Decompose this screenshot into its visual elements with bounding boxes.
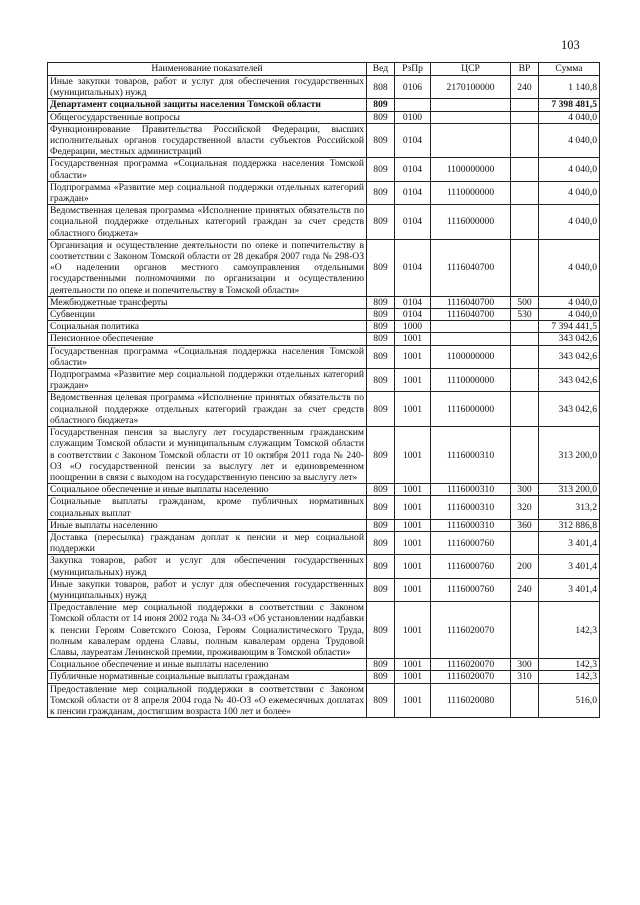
cell-vr: 300 [511, 484, 539, 496]
cell-ved: 809 [367, 683, 395, 718]
cell-vr: 310 [511, 671, 539, 683]
cell-ved: 809 [367, 427, 395, 484]
cell-ved: 809 [367, 181, 395, 204]
cell-name: Департамент социальной защиты населения Томской области [48, 99, 367, 111]
cell-csr: 1110000000 [431, 369, 511, 392]
cell-sum: 312 886,8 [539, 519, 600, 531]
cell-ved: 808 [367, 76, 395, 99]
cell-rzpr: 1001 [395, 602, 431, 659]
table-row [48, 205, 600, 240]
cell-csr: 1116040700 [431, 309, 511, 321]
cell-rzpr: 1001 [395, 671, 431, 683]
cell-name: Пенсионное обеспечение [48, 333, 367, 345]
cell-vr [511, 321, 539, 333]
cell-vr [511, 239, 539, 296]
cell-rzpr: 1001 [395, 519, 431, 531]
table-row [48, 578, 600, 601]
cell-rzpr: 0104 [395, 205, 431, 240]
cell-sum: 516,0 [539, 683, 600, 718]
cell-sum: 343 042,6 [539, 369, 600, 392]
cell-rzpr: 0104 [395, 123, 431, 158]
cell-vr [511, 333, 539, 345]
cell-vr: 200 [511, 555, 539, 578]
cell-name: Иные выплаты населению [48, 519, 367, 531]
cell-ved: 809 [367, 484, 395, 496]
table-row [48, 333, 600, 345]
cell-csr: 1116000000 [431, 205, 511, 240]
cell-vr [511, 99, 539, 111]
cell-name: Межбюджетные трансферты [48, 296, 367, 308]
cell-ved: 809 [367, 123, 395, 158]
cell-sum: 4 040,0 [539, 296, 600, 308]
cell-vr [511, 181, 539, 204]
cell-ved: 809 [367, 519, 395, 531]
cell-vr: 360 [511, 519, 539, 531]
table-row [48, 602, 600, 659]
cell-csr: 1116000310 [431, 427, 511, 484]
cell-csr [431, 111, 511, 123]
table-row [48, 392, 600, 427]
cell-csr: 1116000760 [431, 555, 511, 578]
cell-name: Иные закупки товаров, работ и услуг для обеспечения государственных (муниципальных) нужд [48, 578, 367, 601]
cell-name: Доставка (пересылка) гражданам доплат к пенсии и мер социальной поддержки [48, 531, 367, 554]
cell-rzpr: 1001 [395, 496, 431, 519]
cell-name: Закупка товаров, работ и услуг для обеспечения государственных (муниципальных) нужд [48, 555, 367, 578]
cell-rzpr: 1001 [395, 369, 431, 392]
page-number: 103 [561, 38, 580, 52]
cell-sum: 1 140,8 [539, 76, 600, 99]
cell-rzpr: 0100 [395, 111, 431, 123]
cell-vr [511, 369, 539, 392]
cell-csr: 1110000000 [431, 181, 511, 204]
table-row [48, 123, 600, 158]
cell-rzpr: 0104 [395, 181, 431, 204]
cell-csr: 1116040700 [431, 296, 511, 308]
table-row [48, 296, 600, 308]
cell-csr: 1116020070 [431, 659, 511, 671]
cell-sum: 3 401,4 [539, 555, 600, 578]
cell-rzpr: 0104 [395, 296, 431, 308]
table-row [48, 76, 600, 99]
cell-csr [431, 99, 511, 111]
table-row [48, 111, 600, 123]
cell-csr: 1116000000 [431, 392, 511, 427]
table-row [48, 427, 600, 484]
cell-name: Государственная программа «Социальная поддержка населения Томской области» [48, 345, 367, 368]
cell-vr [511, 392, 539, 427]
cell-sum: 142,3 [539, 671, 600, 683]
cell-name: Ведомственная целевая программа «Исполнение принятых обязательств по социальной поддержке отдельных категорий граждан за счет средств областного бюджета» [48, 392, 367, 427]
cell-csr: 1116000310 [431, 519, 511, 531]
cell-csr: 1116020080 [431, 683, 511, 718]
cell-csr: 1116000310 [431, 496, 511, 519]
cell-rzpr: 1001 [395, 333, 431, 345]
table-row [48, 99, 600, 111]
header-rzpr: РзПр [395, 63, 431, 76]
cell-sum: 3 401,4 [539, 578, 600, 601]
cell-rzpr: 0104 [395, 309, 431, 321]
cell-sum: 142,3 [539, 602, 600, 659]
cell-name: Социальная политика [48, 321, 367, 333]
cell-ved: 809 [367, 321, 395, 333]
cell-ved: 809 [367, 578, 395, 601]
cell-vr: 500 [511, 296, 539, 308]
table-row [48, 671, 600, 683]
cell-ved: 809 [367, 659, 395, 671]
table-row [48, 555, 600, 578]
cell-sum: 7 394 441,5 [539, 321, 600, 333]
table-row [48, 369, 600, 392]
cell-sum: 4 040,0 [539, 205, 600, 240]
cell-vr: 300 [511, 659, 539, 671]
cell-vr: 240 [511, 76, 539, 99]
cell-vr [511, 602, 539, 659]
cell-sum: 343 042,6 [539, 345, 600, 368]
table-row [48, 531, 600, 554]
cell-csr [431, 321, 511, 333]
cell-name: Организация и осуществление деятельности по опеке и попечительству в соответствии с Законом Томской области от 28 декабря 2007 года № 298-ОЗ «О наделении органов местного самоуправления отдельными государственными полномочиями по организации и осуществлению деятельности по опеке и попечительству в Томской области» [48, 239, 367, 296]
cell-sum: 343 042,6 [539, 392, 600, 427]
cell-name: Государственная программа «Социальная поддержка населения Томской области» [48, 158, 367, 181]
cell-name: Иные закупки товаров, работ и услуг для обеспечения государственных (муниципальных) нужд [48, 76, 367, 99]
cell-vr: 240 [511, 578, 539, 601]
cell-csr: 1116000310 [431, 484, 511, 496]
budget-table [47, 62, 600, 718]
cell-vr: 530 [511, 309, 539, 321]
cell-vr [511, 123, 539, 158]
cell-sum: 4 040,0 [539, 181, 600, 204]
cell-rzpr: 1001 [395, 392, 431, 427]
cell-name: Публичные нормативные социальные выплаты гражданам [48, 671, 367, 683]
cell-ved: 809 [367, 296, 395, 308]
cell-rzpr: 1000 [395, 321, 431, 333]
cell-ved: 809 [367, 369, 395, 392]
cell-name: Социальные выплаты гражданам, кроме публичных нормативных социальных выплат [48, 496, 367, 519]
table-row [48, 496, 600, 519]
cell-ved: 809 [367, 496, 395, 519]
cell-vr [511, 427, 539, 484]
cell-vr [511, 345, 539, 368]
cell-csr: 1116020070 [431, 602, 511, 659]
header-name: Наименование показателей [48, 63, 367, 76]
cell-rzpr: 1001 [395, 555, 431, 578]
cell-name: Предоставление мер социальной поддержки в соответствии с Законом Томской области от 14 июня 2002 года № 34-ОЗ «Об установлении надбавки к пенсии Героям Советского Союза, Героям Социалистического Труда, полным кавалерам ордена Славы, полным кавалерам ордена Трудовой Славы, лауреатам Ленинской премии, проживающим в Томской области» [48, 602, 367, 659]
cell-ved: 809 [367, 99, 395, 111]
cell-ved: 809 [367, 531, 395, 554]
cell-ved: 809 [367, 111, 395, 123]
cell-ved: 809 [367, 333, 395, 345]
table-row [48, 309, 600, 321]
cell-ved: 809 [367, 205, 395, 240]
header-csr: ЦСР [431, 63, 511, 76]
cell-name: Субвенции [48, 309, 367, 321]
header-sum: Сумма [539, 63, 600, 76]
cell-rzpr: 1001 [395, 659, 431, 671]
cell-csr: 1100000000 [431, 345, 511, 368]
cell-rzpr: 0106 [395, 76, 431, 99]
table-row [48, 181, 600, 204]
table-row [48, 239, 600, 296]
cell-csr: 1100000000 [431, 158, 511, 181]
cell-sum: 313 200,0 [539, 427, 600, 484]
cell-sum: 4 040,0 [539, 123, 600, 158]
cell-csr: 1116000760 [431, 531, 511, 554]
table-header-row [48, 63, 600, 76]
cell-vr: 320 [511, 496, 539, 519]
cell-vr [511, 111, 539, 123]
cell-rzpr: 1001 [395, 531, 431, 554]
cell-ved: 809 [367, 555, 395, 578]
cell-vr [511, 205, 539, 240]
table-row [48, 321, 600, 333]
cell-sum: 7 398 481,5 [539, 99, 600, 111]
cell-name: Общегосударственные вопросы [48, 111, 367, 123]
cell-name: Социальное обеспечение и иные выплаты населению [48, 659, 367, 671]
table-row [48, 519, 600, 531]
cell-vr [511, 158, 539, 181]
cell-csr: 1116040700 [431, 239, 511, 296]
cell-vr [511, 683, 539, 718]
table-row [48, 158, 600, 181]
cell-sum: 4 040,0 [539, 239, 600, 296]
cell-name: Ведомственная целевая программа «Исполнение принятых обязательств по социальной поддержке отдельных категорий граждан за счет средств областного бюджета» [48, 205, 367, 240]
cell-sum: 313,2 [539, 496, 600, 519]
cell-name: Функционирование Правительства Российской Федерации, высших исполнительных органов государственной власти субъектов Российской Федерации, местных администраций [48, 123, 367, 158]
cell-csr [431, 123, 511, 158]
cell-rzpr: 1001 [395, 427, 431, 484]
cell-sum: 4 040,0 [539, 111, 600, 123]
header-vr: ВР [511, 63, 539, 76]
cell-rzpr: 1001 [395, 578, 431, 601]
cell-sum: 343 042,6 [539, 333, 600, 345]
cell-ved: 809 [367, 602, 395, 659]
cell-rzpr: 0104 [395, 239, 431, 296]
cell-sum: 4 040,0 [539, 309, 600, 321]
cell-vr [511, 531, 539, 554]
cell-rzpr: 1001 [395, 683, 431, 718]
cell-ved: 809 [367, 239, 395, 296]
cell-name: Государственная пенсия за выслугу лет государственным гражданским служащим Томской области и муниципальным служащим Томской области в соответствии с Законом Томской области от 10 октября 2011 года № 240-ОЗ «О государственной пенсии за выслугу лет и единовременном поощрении в связи с выходом на государственную пенсию за выслугу лет» [48, 427, 367, 484]
table-row [48, 683, 600, 718]
table-row [48, 659, 600, 671]
cell-rzpr: 1001 [395, 345, 431, 368]
cell-ved: 809 [367, 309, 395, 321]
cell-csr: 2170100000 [431, 76, 511, 99]
cell-name: Социальное обеспечение и иные выплаты населению [48, 484, 367, 496]
cell-rzpr [395, 99, 431, 111]
table-row [48, 345, 600, 368]
cell-ved: 809 [367, 671, 395, 683]
cell-ved: 809 [367, 345, 395, 368]
cell-sum: 3 401,4 [539, 531, 600, 554]
cell-sum: 142,3 [539, 659, 600, 671]
cell-rzpr: 1001 [395, 484, 431, 496]
cell-name: Предоставление мер социальной поддержки в соответствии с Законом Томской области от 8 апреля 2004 года № 40-ОЗ «О ежемесячных доплатах к пенсии гражданам, достигшим возраста 100 лет и более» [48, 683, 367, 718]
cell-csr: 1116020070 [431, 671, 511, 683]
table-row [48, 484, 600, 496]
cell-name: Подпрограмма «Развитие мер социальной поддержки отдельных категорий граждан» [48, 181, 367, 204]
cell-rzpr: 0104 [395, 158, 431, 181]
cell-sum: 313 200,0 [539, 484, 600, 496]
cell-ved: 809 [367, 158, 395, 181]
cell-ved: 809 [367, 392, 395, 427]
cell-csr [431, 333, 511, 345]
header-ved: Вед [367, 63, 395, 76]
cell-name: Подпрограмма «Развитие мер социальной поддержки отдельных категорий граждан» [48, 369, 367, 392]
cell-sum: 4 040,0 [539, 158, 600, 181]
cell-csr: 1116000760 [431, 578, 511, 601]
